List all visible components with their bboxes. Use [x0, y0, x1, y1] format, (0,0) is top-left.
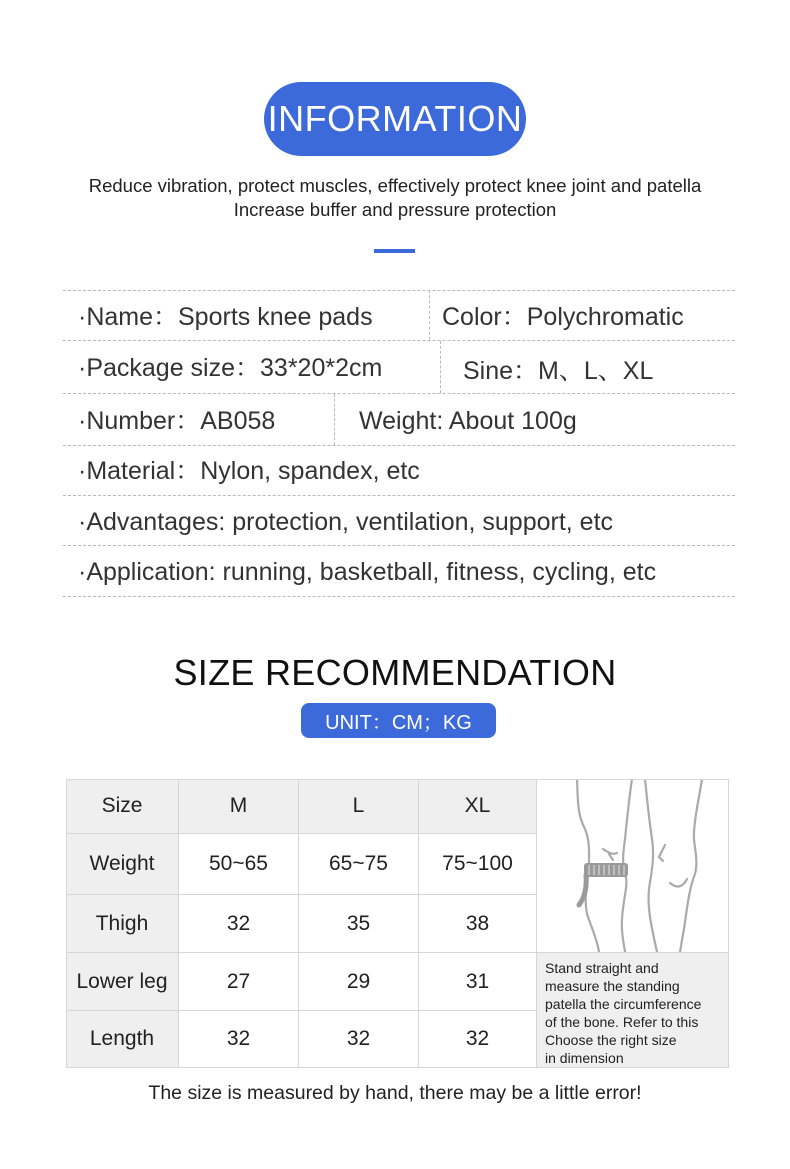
size-table-row-label: Thigh [66, 895, 179, 953]
information-badge-label: INFORMATION [267, 98, 523, 139]
spec-number: ·Number：AB058 [78, 407, 276, 435]
note-line: measure the standing [545, 978, 680, 994]
knee-measurement-illustration [537, 779, 729, 953]
note-line: Choose the right size [545, 1032, 677, 1048]
size-recommendation-title: SIZE RECOMMENDATION [173, 652, 617, 693]
spec-divider [63, 545, 735, 546]
spec-material: ·Material：Nylon, spandex, etc [78, 457, 420, 485]
size-table-cell: 32 [179, 895, 299, 953]
measurement-disclaimer: The size is measured by hand, there may be a little error! [148, 1082, 642, 1104]
spec-divider [63, 495, 735, 496]
size-table-header: L [299, 779, 419, 834]
note-line: Stand straight and [545, 960, 659, 976]
size-table-row-label: Length [66, 1011, 179, 1068]
spec-package-size: ·Package size：33*20*2cm [78, 354, 383, 382]
size-table-cell: 32 [299, 1011, 419, 1068]
accent-divider [374, 249, 415, 253]
spec-name: ·Name：Sports knee pads [78, 303, 373, 331]
size-table-cell: 29 [299, 953, 419, 1011]
spec-sizes: Sine：M、L、XL [463, 357, 654, 385]
size-table-header: XL [419, 779, 537, 834]
legs-drawing-icon [537, 779, 728, 952]
information-badge [264, 82, 526, 156]
spec-color: Color：Polychromatic [442, 303, 684, 331]
size-table-cell: 35 [299, 895, 419, 953]
spec-divider [63, 445, 735, 446]
subtitle-line-1: Reduce vibration, protect muscles, effectively protect knee joint and patella [88, 175, 702, 196]
size-table-header: M [179, 779, 299, 834]
spec-weight: Weight: About 100g [359, 407, 577, 435]
size-table-cell: 50~65 [179, 834, 299, 895]
size-table-cell: 32 [179, 1011, 299, 1068]
measurement-instructions [537, 953, 729, 1068]
note-line: patella the circumference [545, 996, 702, 1012]
spec-column-divider [429, 290, 430, 340]
size-table-row-label: Weight [66, 834, 179, 895]
note-line: in dimension [545, 1050, 624, 1066]
size-table-cell: 27 [179, 953, 299, 1011]
size-table [66, 779, 729, 1068]
spec-column-divider [440, 341, 441, 393]
size-table-row-label: Lower leg [66, 953, 179, 1011]
spec-column-divider [334, 394, 335, 445]
spec-application: ·Application: running, basketball, fitness, cycling, etc [78, 558, 657, 586]
spec-divider [63, 290, 735, 291]
size-table-cell: 32 [419, 1011, 537, 1068]
unit-badge [301, 703, 496, 738]
spec-divider [63, 393, 735, 394]
unit-badge-label: UNIT：CM；KG [325, 712, 472, 734]
size-table-header: Size [66, 779, 179, 834]
spec-advantages: ·Advantages: protection, ventilation, support, etc [78, 508, 614, 536]
size-table-cell: 31 [419, 953, 537, 1011]
size-table-cell: 75~100 [419, 834, 537, 895]
size-table-cell: 65~75 [299, 834, 419, 895]
note-line: of the bone. Refer to this [545, 1014, 699, 1030]
spec-divider [63, 340, 735, 341]
spec-divider [63, 596, 735, 597]
size-table-cell: 38 [419, 895, 537, 953]
subtitle-line-2: Increase buffer and pressure protection [233, 199, 557, 220]
